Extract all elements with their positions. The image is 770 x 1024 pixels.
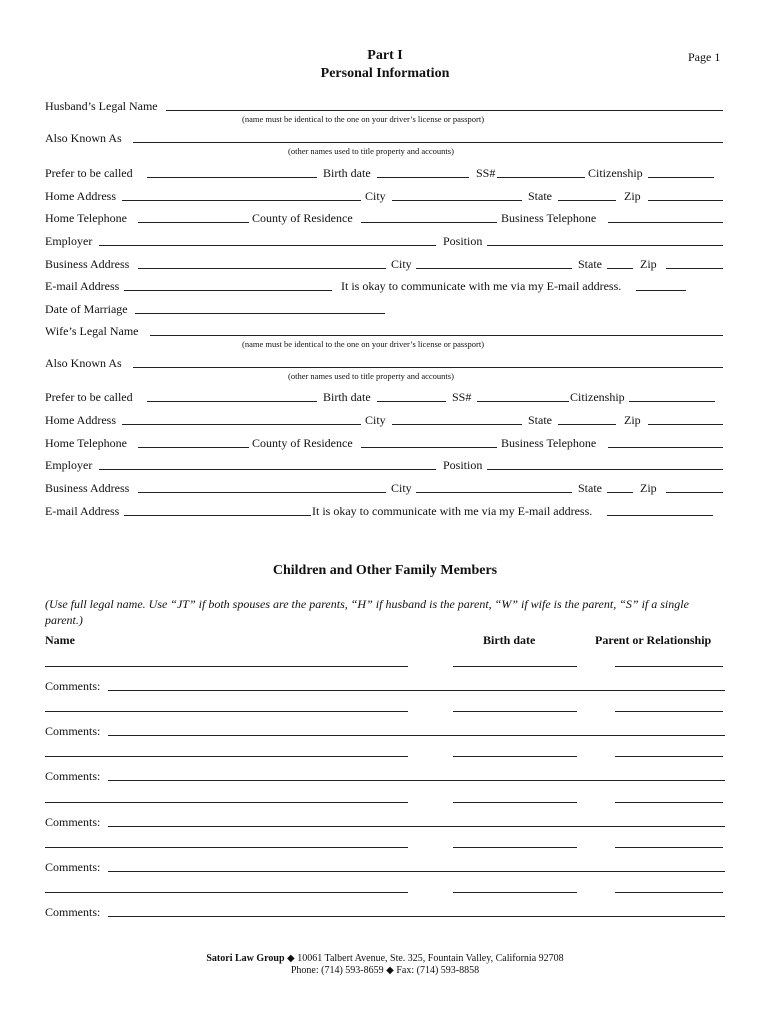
husband-state-label: State [528,189,552,203]
child-name-field[interactable] [45,802,408,803]
children-col-birth: Birth date [483,633,536,647]
wife-county-label: County of Residence [252,436,353,450]
husband-aka-label: Also Known As [45,131,122,145]
child-name-field[interactable] [45,892,408,893]
child-comments-field[interactable] [108,826,725,827]
footer-fax: Fax: (714) 593-8858 [396,965,480,976]
husband-position-label: Position [443,234,483,248]
husband-bus-zip-field[interactable] [666,268,723,269]
wife-bus-address-label: Business Address [45,481,130,495]
husband-aka-note: (other names used to title property and accounts) [288,146,454,156]
child-comments-field[interactable] [108,916,725,917]
child-comments-label: Comments: [45,815,101,829]
wife-bus-state-label: State [578,481,602,495]
child-comments-label: Comments: [45,724,101,738]
diamond-icon: ◆ [287,953,295,964]
husband-ss-field[interactable] [497,177,585,178]
footer-line-1 [0,953,770,965]
child-birth-field[interactable] [453,756,577,757]
wife-city-label: City [365,413,386,427]
husband-legal-name-field[interactable] [166,110,723,111]
children-instructions: (Use full legal name. Use “JT” if both spouses are the parents, “H” if husband is the parent, “W” if wife is the parent, “S” if a single parent.) [45,597,689,627]
wife-bus-tel-field[interactable] [608,447,723,448]
husband-home-tel-field[interactable] [138,222,249,223]
husband-birth-label: Birth date [323,166,371,180]
husband-legal-name-label: Husband’s Legal Name [45,99,158,113]
footer-line-2 [0,965,770,977]
husband-bus-tel-field[interactable] [608,222,723,223]
footer-firm: Satori Law Group [206,953,285,964]
child-birth-field[interactable] [453,666,577,667]
wife-state-label: State [528,413,552,427]
child-comments-label: Comments: [45,769,101,783]
wife-citizenship-label: Citizenship [570,390,625,404]
husband-bus-city-field[interactable] [416,268,572,269]
husband-county-field[interactable] [361,222,497,223]
wife-legal-name-note: (name must be identical to the one on your driver’s license or passport) [242,339,485,349]
wife-employer-field[interactable] [99,469,436,470]
wife-bus-zip-field[interactable] [666,492,723,493]
husband-bus-address-label: Business Address [45,257,130,271]
wife-prefer-field[interactable] [147,401,317,402]
husband-county-label: County of Residence [252,211,353,225]
wife-ss-label: SS# [452,390,472,404]
husband-email-label: E-mail Address [45,279,120,293]
child-parent-field[interactable] [615,847,723,848]
wife-state-field[interactable] [558,424,616,425]
husband-prefer-label: Prefer to be called [45,166,133,180]
child-name-field[interactable] [45,666,408,667]
husband-state-field[interactable] [558,200,616,201]
husband-bus-city-label: City [391,257,412,271]
child-comments-field[interactable] [108,735,725,736]
husband-citizenship-label: Citizenship [588,166,643,180]
husband-city-field[interactable] [392,200,522,201]
wife-home-address-label: Home Address [45,413,116,427]
wife-legal-name-label: Wife’s Legal Name [45,324,139,338]
husband-home-tel-label: Home Telephone [45,211,127,225]
footer-address: 10061 Talbert Avenue, Ste. 325, Fountain Valley, California 92708 [297,953,564,964]
child-comments-label: Comments: [45,679,101,693]
child-name-field[interactable] [45,711,408,712]
husband-birth-field[interactable] [377,177,469,178]
child-comments-field[interactable] [108,690,725,691]
husband-prefer-field[interactable] [147,177,317,178]
husband-aka-field[interactable] [133,142,723,143]
husband-employer-label: Employer [45,234,93,248]
wife-birth-field[interactable] [377,401,446,402]
husband-employer-field[interactable] [99,245,436,246]
wife-zip-label: Zip [624,413,641,427]
child-birth-field[interactable] [453,892,577,893]
children-col-parent: Parent or Relationship [595,633,712,647]
husband-city-label: City [365,189,386,203]
marriage-date-field[interactable] [135,313,385,314]
wife-home-tel-field[interactable] [138,447,249,448]
part-title: Part I [367,48,403,63]
wife-ss-field[interactable] [477,401,569,402]
wife-bus-city-label: City [391,481,412,495]
wife-bus-address-field[interactable] [138,492,386,493]
children-section-title: Children and Other Family Members [272,563,498,578]
child-comments-label: Comments: [45,860,101,874]
child-comments-field[interactable] [108,871,725,872]
wife-city-field[interactable] [392,424,522,425]
husband-bus-zip-label: Zip [640,257,657,271]
child-parent-field[interactable] [615,666,723,667]
child-birth-field[interactable] [453,802,577,803]
husband-bus-state-field[interactable] [607,268,633,269]
child-birth-field[interactable] [453,847,577,848]
child-parent-field[interactable] [615,802,723,803]
child-comments-field[interactable] [108,780,725,781]
wife-aka-field[interactable] [133,367,723,368]
diamond-icon: ◆ [386,965,394,976]
husband-home-address-label: Home Address [45,189,116,203]
husband-email-field[interactable] [124,290,332,291]
wife-position-label: Position [443,458,483,472]
wife-home-tel-label: Home Telephone [45,436,127,450]
wife-bus-zip-label: Zip [640,481,657,495]
marriage-date-label: Date of Marriage [45,302,128,316]
child-parent-field[interactable] [615,756,723,757]
wife-county-field[interactable] [361,447,497,448]
page-number: Page 1 [688,50,721,64]
wife-birth-label: Birth date [323,390,371,404]
wife-email-ok-label: It is okay to communicate with me via my E-mail address. [312,504,593,518]
husband-email-ok-field[interactable] [636,290,686,291]
wife-home-address-field[interactable] [122,424,361,425]
children-col-name: Name [45,633,75,647]
child-comments-label: Comments: [45,905,101,919]
wife-zip-field[interactable] [648,424,723,425]
wife-bus-tel-label: Business Telephone [501,436,597,450]
child-birth-field[interactable] [453,711,577,712]
wife-aka-label: Also Known As [45,356,122,370]
wife-citizenship-field[interactable] [629,401,715,402]
husband-bus-address-field[interactable] [138,268,386,269]
child-name-field[interactable] [45,847,408,848]
child-parent-field[interactable] [615,711,723,712]
wife-email-ok-field[interactable] [607,515,713,516]
wife-email-field[interactable] [124,515,311,516]
husband-legal-name-note: (name must be identical to the one on your driver’s license or passport) [242,114,485,124]
husband-home-address-field[interactable] [122,200,361,201]
child-parent-field[interactable] [615,892,723,893]
husband-ss-label: SS# [476,166,496,180]
wife-bus-city-field[interactable] [416,492,572,493]
wife-prefer-label: Prefer to be called [45,390,133,404]
husband-zip-field[interactable] [648,200,723,201]
section-title: Personal Information [320,66,450,81]
wife-email-label: E-mail Address [45,504,120,518]
husband-email-ok-label: It is okay to communicate with me via my E-mail address. [341,279,622,293]
husband-citizenship-field[interactable] [648,177,714,178]
wife-employer-label: Employer [45,458,93,472]
husband-zip-label: Zip [624,189,641,203]
wife-legal-name-field[interactable] [150,335,723,336]
wife-bus-state-field[interactable] [607,492,633,493]
wife-aka-note: (other names used to title property and accounts) [288,371,454,381]
husband-bus-state-label: State [578,257,602,271]
child-name-field[interactable] [45,756,408,757]
footer-phone: Phone: (714) 593-8659 [290,965,384,976]
husband-position-field[interactable] [487,245,723,246]
husband-bus-tel-label: Business Telephone [501,211,597,225]
wife-position-field[interactable] [487,469,723,470]
